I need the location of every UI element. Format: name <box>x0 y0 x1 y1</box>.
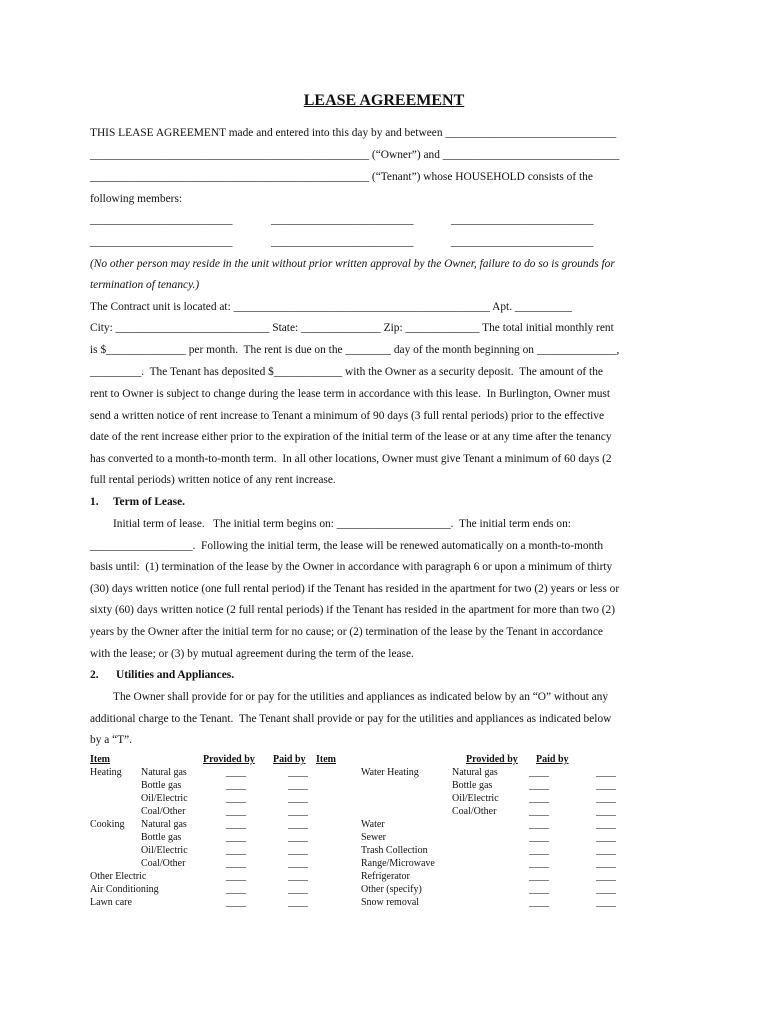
section-line: by a “T”. <box>90 734 133 746</box>
table-header-provided: Provided by <box>466 754 518 765</box>
section-line: Initial term of lease. The initial term begins on: ____________________. The initial term ends on: <box>113 518 571 530</box>
occupancy-notice: (No other person may reside in the unit without prior written approval by the Owner, failure to do so is grounds for <box>90 258 615 270</box>
provided-by-blank[interactable]: ____ <box>226 819 246 830</box>
member-blank: _________________________ <box>271 214 414 226</box>
member-blank: _________________________ <box>451 236 594 248</box>
section-line: (30) days written notice (one full rental period) if the Tenant has resided in the apartment for two (2) years or less or <box>90 583 620 595</box>
paid-by-blank[interactable]: ____ <box>596 767 616 778</box>
intro-line: is $______________ per month. The rent is due on the ________ day of the month beginning on ______________, <box>90 344 620 356</box>
paid-by-blank[interactable]: ____ <box>288 858 308 869</box>
section-number: 2. <box>90 669 99 681</box>
table-header-paid: Paid by <box>273 754 306 765</box>
section-heading: Utilities and Appliances. <box>116 669 235 681</box>
table-item-label: Range/Microwave <box>361 858 435 869</box>
table-header-paid: Paid by <box>536 754 569 765</box>
paid-by-blank[interactable]: ____ <box>288 780 308 791</box>
paid-by-blank[interactable]: ____ <box>596 780 616 791</box>
provided-by-blank[interactable]: ____ <box>226 793 246 804</box>
provided-by-blank[interactable]: ____ <box>529 871 549 882</box>
section-line: The Owner shall provide for or pay for the utilities and appliances as indicated below by an “O” without any <box>113 691 609 703</box>
table-item-label: Lawn care <box>90 897 132 908</box>
section-line: basis until: (1) termination of the lease by the Owner in accordance with paragraph 6 or upon a minimum of thirty <box>90 561 613 573</box>
paid-by-blank[interactable]: ____ <box>288 897 308 908</box>
table-item-label: Trash Collection <box>361 845 428 856</box>
table-item-sublabel: Bottle gas <box>141 832 182 843</box>
provided-by-blank[interactable]: ____ <box>529 832 549 843</box>
intro-line: date of the rent increase either prior to the expiration of the initial term of the lease or at any time after the tenancy <box>90 431 612 443</box>
intro-line: _________________________________________________ (“Tenant”) whose HOUSEHOLD consists of the <box>90 171 593 183</box>
table-item-label: Sewer <box>361 832 386 843</box>
provided-by-blank[interactable]: ____ <box>226 871 246 882</box>
intro-line: rent to Owner is subject to change during the lease term in accordance with this lease. In Burlington, Owner must <box>90 388 611 400</box>
provided-by-blank[interactable]: ____ <box>226 832 246 843</box>
table-item-sublabel: Coal/Other <box>141 806 186 817</box>
table-item-label: Refrigerator <box>361 871 410 882</box>
table-item-label: Snow removal <box>361 897 420 908</box>
member-blank: _________________________ <box>271 236 414 248</box>
intro-line: send a written notice of rent increase to Tenant a minimum of 90 days (3 full rental periods) prior to the effective <box>90 410 605 422</box>
provided-by-blank[interactable]: ____ <box>226 845 246 856</box>
intro-line: THIS LEASE AGREEMENT made and entered into this day by and between ______________________________ <box>90 127 617 139</box>
section-line: years by the Owner after the initial term for no cause; or (2) termination of the lease by the Tenant in accordance <box>90 626 603 638</box>
paid-by-blank[interactable]: ____ <box>288 871 308 882</box>
paid-by-blank[interactable]: ____ <box>288 767 308 778</box>
section-line: __________________. Following the initial term, the lease will be renewed automatically on a month-to-month <box>90 540 604 552</box>
table-item-sublabel: Bottle gas <box>452 780 493 791</box>
paid-by-blank[interactable]: ____ <box>596 845 616 856</box>
table-item-sublabel: Oil/Electric <box>141 793 188 804</box>
section-line: sixty (60) days written notice (2 full rental periods) if the Tenant has resided in the apartment for more than two (2) <box>90 604 616 616</box>
intro-line: The Contract unit is located at: _____________________________________________ Apt. __________ <box>90 301 572 313</box>
intro-line: has converted to a month-to-month term. In all other locations, Owner must give Tenant a minimum of 60 days (2 <box>90 453 612 465</box>
intro-line: following members: <box>90 193 183 205</box>
section-line: with the lease; or (3) by mutual agreement during the term of the lease. <box>90 648 414 660</box>
paid-by-blank[interactable]: ____ <box>288 884 308 895</box>
occupancy-notice: termination of tenancy.) <box>90 279 200 291</box>
table-item-label: Other (specify) <box>361 884 422 895</box>
paid-by-blank[interactable]: ____ <box>596 793 616 804</box>
paid-by-blank[interactable]: ____ <box>288 793 308 804</box>
section-line: additional charge to the Tenant. The Tenant shall provide or pay for the utilities and appliances as indicated below <box>90 713 612 725</box>
table-item-label: Water Heating <box>361 767 419 778</box>
document-title: LEASE AGREEMENT <box>303 92 465 109</box>
intro-line: _________. The Tenant has deposited $____________ with the Owner as a security deposit. The amount of the <box>90 366 603 378</box>
provided-by-blank[interactable]: ____ <box>226 858 246 869</box>
provided-by-blank[interactable]: ____ <box>529 819 549 830</box>
provided-by-blank[interactable]: ____ <box>529 858 549 869</box>
intro-line: City: ___________________________ State: ______________ Zip: _____________ The total initial monthly rent <box>90 322 614 334</box>
table-header-item: Item <box>90 754 110 765</box>
provided-by-blank[interactable]: ____ <box>529 845 549 856</box>
provided-by-blank[interactable]: ____ <box>226 897 246 908</box>
table-header-item: Item <box>316 754 336 765</box>
member-blank: _________________________ <box>90 236 233 248</box>
table-item-sublabel: Bottle gas <box>141 780 182 791</box>
table-item-sublabel: Coal/Other <box>141 858 186 869</box>
paid-by-blank[interactable]: ____ <box>596 897 616 908</box>
provided-by-blank[interactable]: ____ <box>529 806 549 817</box>
provided-by-blank[interactable]: ____ <box>226 806 246 817</box>
table-item-label: Cooking <box>90 819 125 830</box>
paid-by-blank[interactable]: ____ <box>596 832 616 843</box>
table-item-label: Heating <box>90 767 122 778</box>
paid-by-blank[interactable]: ____ <box>596 884 616 895</box>
paid-by-blank[interactable]: ____ <box>288 819 308 830</box>
intro-line: _________________________________________________ (“Owner”) and _______________________________ <box>90 149 620 161</box>
table-item-sublabel: Oil/Electric <box>452 793 499 804</box>
table-item-label: Other Electric <box>90 871 147 882</box>
paid-by-blank[interactable]: ____ <box>288 832 308 843</box>
member-blank: _________________________ <box>90 214 233 226</box>
paid-by-blank[interactable]: ____ <box>288 845 308 856</box>
provided-by-blank[interactable]: ____ <box>529 897 549 908</box>
provided-by-blank[interactable]: ____ <box>529 884 549 895</box>
paid-by-blank[interactable]: ____ <box>596 871 616 882</box>
provided-by-blank[interactable]: ____ <box>529 767 549 778</box>
paid-by-blank[interactable]: ____ <box>596 858 616 869</box>
table-header-provided: Provided by <box>203 754 255 765</box>
table-item-sublabel: Natural gas <box>141 767 187 778</box>
provided-by-blank[interactable]: ____ <box>529 793 549 804</box>
table-item-sublabel: Coal/Other <box>452 806 497 817</box>
table-item-sublabel: Natural gas <box>452 767 498 778</box>
table-item-sublabel: Natural gas <box>141 819 187 830</box>
paid-by-blank[interactable]: ____ <box>288 806 308 817</box>
intro-line: full rental periods) written notice of any rent increase. <box>90 474 336 486</box>
provided-by-blank[interactable]: ____ <box>226 884 246 895</box>
section-heading: Term of Lease. <box>113 496 186 508</box>
provided-by-blank[interactable]: ____ <box>226 780 246 791</box>
table-item-label: Air Conditioning <box>90 884 159 895</box>
table-item-label: Water <box>361 819 385 830</box>
provided-by-blank[interactable]: ____ <box>529 780 549 791</box>
table-item-sublabel: Oil/Electric <box>141 845 188 856</box>
paid-by-blank[interactable]: ____ <box>596 806 616 817</box>
section-number: 1. <box>90 496 99 508</box>
member-blank: _________________________ <box>451 214 594 226</box>
paid-by-blank[interactable]: ____ <box>596 819 616 830</box>
provided-by-blank[interactable]: ____ <box>226 767 246 778</box>
